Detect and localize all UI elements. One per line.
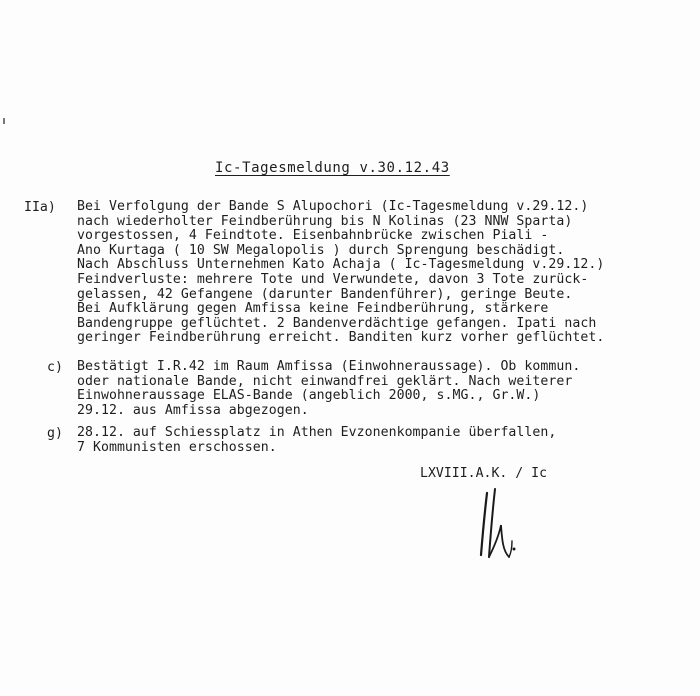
text-line: Bei Aufklärung gegen Amfissa keine Feindberührung, stärkere — [77, 301, 549, 317]
section-text — [77, 360, 692, 418]
section-text — [77, 200, 692, 346]
text-line: Bei Verfolgung der Bande S Alupochori (Ic-Tagesmeldung v.29.12.) — [77, 199, 589, 214]
section-text — [77, 426, 692, 455]
document-title: Ic-Tagesmeldung v.30.12.43 — [215, 160, 450, 176]
text-line: 29.12. aus Amfissa abgezogen. — [77, 402, 309, 418]
section-label: g) — [47, 426, 63, 441]
section-label: IIa) — [24, 200, 56, 215]
text-line: Feindverluste: mehrere Tote und Verwundete, davon 3 Tote zurück- — [77, 271, 589, 287]
text-line: 7 Kommunisten erschossen. — [77, 439, 277, 455]
text-line: vorgestossen, 4 Feindtote. Eisenbahnbrücke zwischen Piali - — [77, 228, 549, 244]
handwritten-signature-icon — [465, 485, 545, 575]
section-label: c) — [47, 360, 63, 375]
text-line: oder nationale Bande, nicht einwandfrei geklärt. Nach weiterer — [77, 373, 573, 389]
text-line: Ano Kurtaga ( 10 SW Megalopolis ) durch Sprengung beschädigt. — [77, 242, 565, 258]
text-line: Bestätigt I.R.42 im Raum Amfissa (Einwohneraussage). Ob kommun. — [77, 359, 581, 374]
text-line: 28.12. auf Schiessplatz in Athen Evzonenkompanie überfallen, — [77, 425, 557, 440]
text-line: Einwohneraussage ELAS-Bande (angeblich 2000, s.MG., Gr.W.) — [77, 388, 541, 404]
sender-line: LXVIII.A.K. / Ic — [420, 466, 548, 481]
margin-mark — [3, 118, 5, 124]
text-line: nach wiederholter Feindberührung bis N Kolinas (23 NNW Sparta) — [77, 213, 573, 229]
text-line: gelassen, 42 Gefangene (darunter Bandenführer), geringe Beute. — [77, 286, 573, 302]
text-line: Nach Abschluss Unternehmen Kato Achaja ( Ic-Tagesmeldung v.29.12.) — [77, 257, 605, 273]
text-line: Bandengruppe geflüchtet. 2 Bandenverdächtige gefangen. Ipati nach — [77, 315, 597, 331]
text-line: geringer Feindberührung erreicht. Banditen kurz vorher geflüchtet. — [77, 330, 605, 346]
